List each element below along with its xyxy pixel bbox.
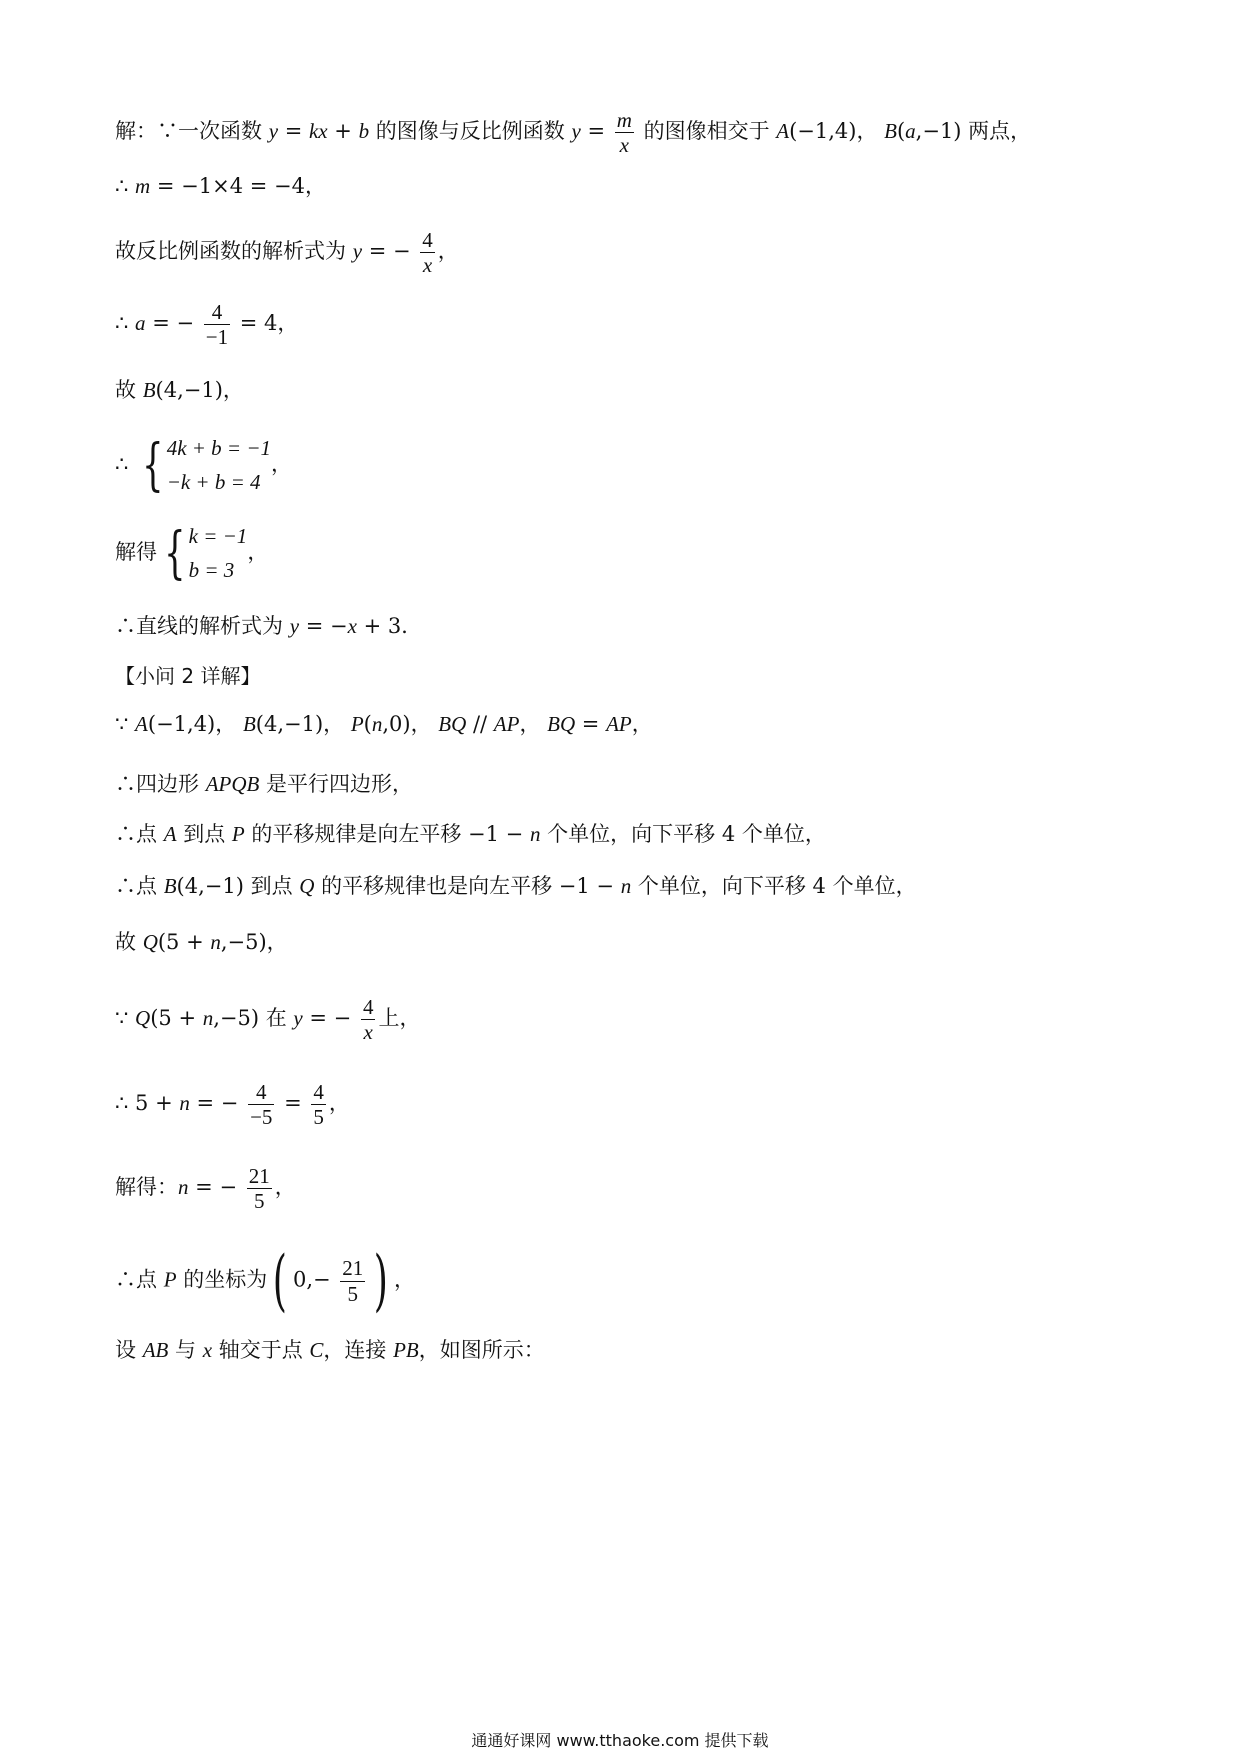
solution-line-1: 解：∵一次函数 y = kx + b 的图像与反比例函数 y = $\frac{m}{x}$ 的图像相交于 A(−1,4)， B(a,−1) 两点， (115, 108, 1032, 158)
section-header: 【小问 2 详解】 (115, 664, 261, 688)
solution-line-5: 故 B(4,−1)， (115, 378, 244, 402)
solution-line-16: 解得：n = − $\frac{21}{5}$ ， (115, 1164, 296, 1214)
solution-line-14: ∵ Q(5 + n,−5) 在 y = − $\frac{4}{x}$ 上， (115, 995, 421, 1045)
solution-line-13: 故 Q(5 + n,−5)， (115, 930, 288, 954)
equation-system-1: ∴ { 4k + b = −1 −k + b = 4 ， (115, 432, 293, 498)
solution-line-3: 故反比例函数的解析式为 y = − $\frac{4}{x}$ ， (115, 228, 459, 278)
solution-line-4: ∴ a = − $\frac{4}{-1}$ = 4， (115, 300, 299, 350)
solution-line-2: ∴ m = −1×4 = −4， (115, 174, 326, 198)
solution-line-8: ∴直线的解析式为 y = −x + 3． (115, 614, 423, 638)
page-footer: 通通好课网 www.tthaoke.com 提供下载 (471, 1731, 769, 1750)
solution-line-9: ∵ A(−1,4)， B(4,−1)， P(n,0)， BQ // AP， BQ = AP， (115, 712, 653, 736)
solution-line-18: 设 AB 与 x 轴交于点 C，连接 PB，如图所示： (115, 1338, 545, 1362)
solution-line-12: ∴点 B(4,−1) 到点 Q 的平移规律也是向左平移 −1 − n 个单位，向下平移 4 个单位， (115, 874, 917, 898)
equation-system-2: 解得 { k = −1 b = 3 ， (115, 520, 269, 586)
solution-line-10: ∴四边形 APQB 是平行四边形， (115, 772, 414, 796)
solution-line-11: ∴点 A 到点 P 的平移规律是向左平移 −1 − n 个单位，向下平移 4 个单位， (115, 822, 826, 846)
solution-line-15: ∴ 5 + n = − $\frac{4}{-5}$ = $\frac{4}{5}$ ， (115, 1080, 350, 1130)
solution-line-17: ∴点 P 的坐标为( 0,− $\frac{21}{5}$ ) ， (115, 1242, 416, 1319)
